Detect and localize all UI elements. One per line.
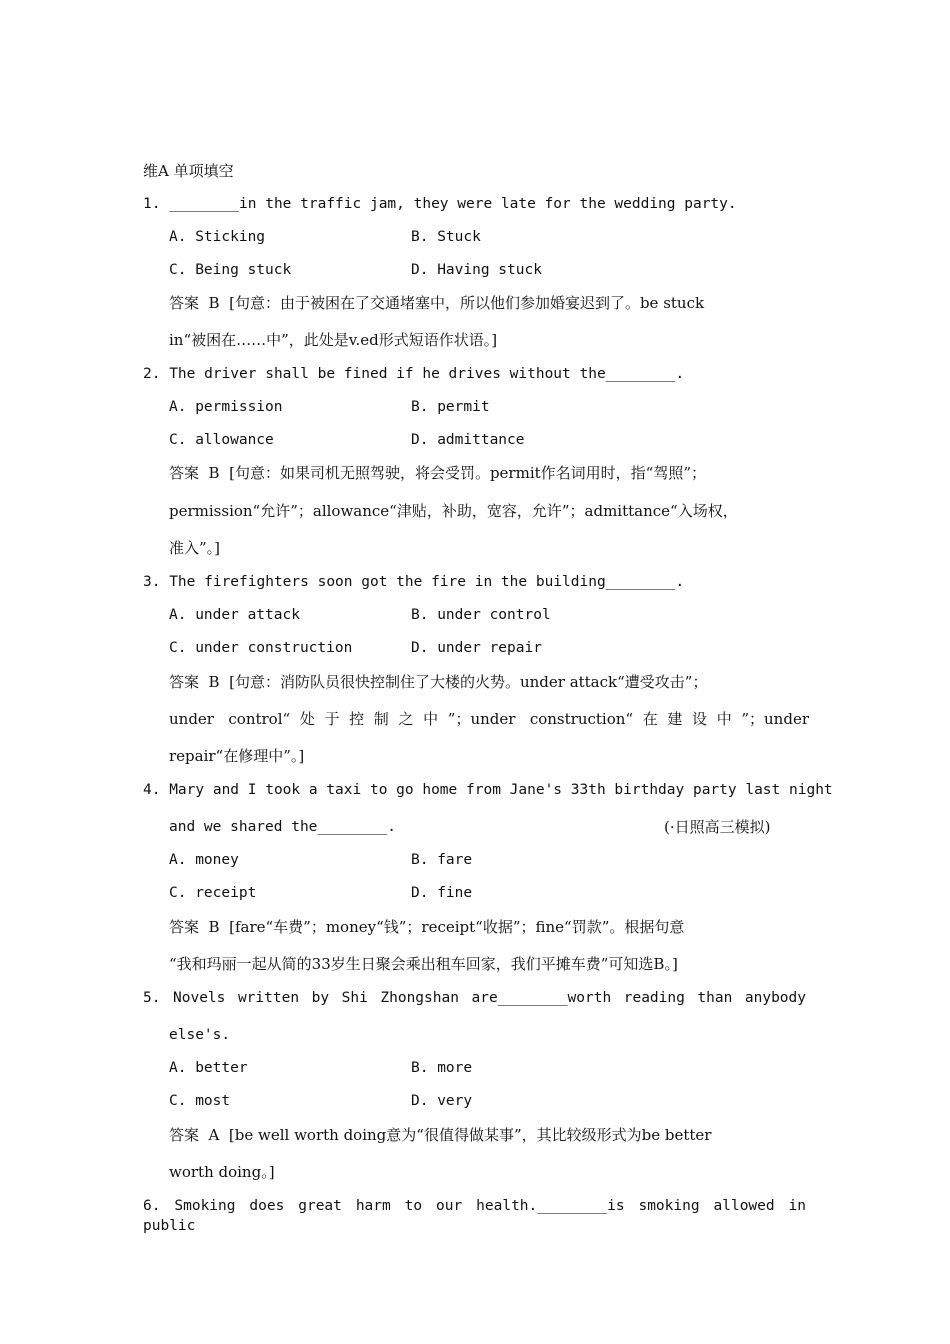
q4-option-c: C. receipt xyxy=(169,885,257,901)
q2-answer-line-1: 答案 B [句意：如果司机无照驾驶，将会受罚。permit作名词用时，指“驾照”； xyxy=(169,464,706,482)
q4-option-d: D. fine xyxy=(411,885,473,901)
question-4-stem-line-2: and we shared the________. xyxy=(169,819,396,835)
q5-option-d: D. very xyxy=(411,1093,473,1109)
q1-option-a: A. Sticking xyxy=(169,229,266,245)
q1-option-b: B. Stuck xyxy=(411,229,481,245)
q1-option-d: D. Having stuck xyxy=(411,262,542,278)
question-3-stem: 3. The firefighters soon got the fire in the building________. xyxy=(143,574,685,590)
q4-option-b: B. fare xyxy=(411,852,473,868)
question-1-stem: 1. ________in the traffic jam, they were late for the wedding party. xyxy=(143,196,737,212)
q3-option-c: C. under construction xyxy=(169,640,353,656)
q3-answer-line-3: repair“在修理中”。] xyxy=(169,747,305,765)
q1-answer-line-1: 答案 B [句意：由于被困在了交通堵塞中，所以他们参加婚宴迟到了。be stuck xyxy=(169,294,705,312)
q3-option-d: D. under repair xyxy=(411,640,542,656)
q5-option-b: B. more xyxy=(411,1060,473,1076)
question-4-stem-line-1: 4. Mary and I took a taxi to go home from Jane's 33th birthday party last night xyxy=(143,782,833,798)
q3-answer-line-2: under control“处于控制之中”；under construction“在建设中”；under xyxy=(169,710,809,728)
q3-answer-line-1: 答案 B [句意：消防队员很快控制住了大楼的火势。under attack“遭受攻击”； xyxy=(169,673,708,691)
q4-answer-line-2: “我和玛丽一起从简的33岁生日聚会乘出租车回家，我们平摊车费”可知选B。] xyxy=(169,955,678,973)
question-6-stem: 6. Smoking does great harm to our health.________is smoking allowed in public xyxy=(143,1198,806,1234)
q4-option-a: A. money xyxy=(169,852,239,868)
q2-option-a: A. permission xyxy=(169,399,283,415)
q2-option-d: D. admittance xyxy=(411,432,525,448)
question-5-stem-line-1: 5. Novels written by Shi Zhongshan are________worth reading than anybody xyxy=(143,990,806,1006)
q2-answer-line-2: permission“允许”；allowance“津贴，补助，宽容，允许”；admittance“入场权， xyxy=(169,502,738,520)
q3-option-b: B. under control xyxy=(411,607,551,623)
q5-option-a: A. better xyxy=(169,1060,248,1076)
q5-answer-line-1: 答案 A [be well worth doing意为“很值得做某事”，其比较级形式为be better xyxy=(169,1126,712,1144)
q2-answer-line-3: 准入”。] xyxy=(169,539,221,557)
q5-option-c: C. most xyxy=(169,1093,231,1109)
section-title: 维A 单项填空 xyxy=(143,162,234,180)
q1-answer-line-2: in“被困在……中”，此处是v.ed形式短语作状语。] xyxy=(169,331,498,349)
q3-option-a: A. under attack xyxy=(169,607,300,623)
q1-option-c: C. Being stuck xyxy=(169,262,292,278)
question-5-stem-line-2: else's. xyxy=(169,1027,231,1043)
question-2-stem: 2. The driver shall be fined if he drives without the________. xyxy=(143,366,685,382)
q4-source: (·日照高三模拟) xyxy=(664,818,771,836)
q5-answer-line-2: worth doing。] xyxy=(169,1163,275,1181)
q4-answer-line-1: 答案 B [fare“车费”；money“钱”；receipt“收据”；fine“罚款”。根据句意 xyxy=(169,918,685,936)
q2-option-c: C. allowance xyxy=(169,432,274,448)
q2-option-b: B. permit xyxy=(411,399,490,415)
